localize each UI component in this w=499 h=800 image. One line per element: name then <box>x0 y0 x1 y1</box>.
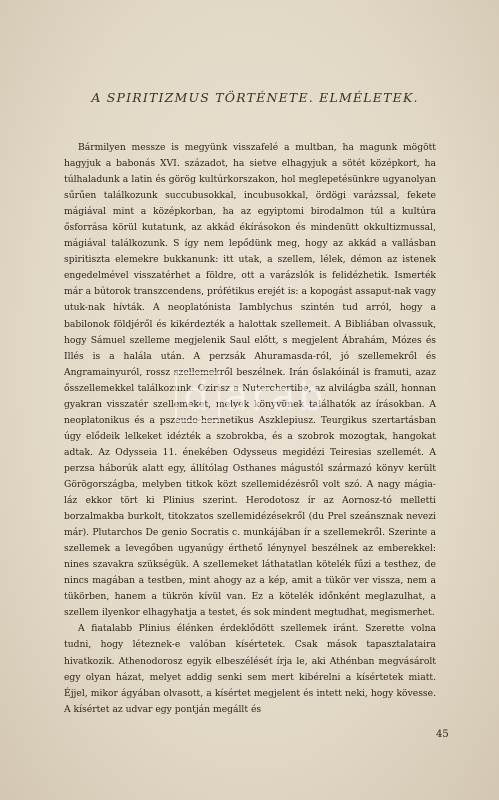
chapter-heading: A SPIRITIZMUS TÖRTÉNETE. ELMÉLETEK. <box>91 90 419 105</box>
paragraph-1: Bármilyen messze is megyünk visszafelé a multban, ha magunk mögött hagyjuk a babonás XVI. századot, ha sietve elhagyjuk a sötét középkort, ha túlhaladunk a latin és görög kultúrkorszakon, hol meglepetésünkre ugyanolyan sűrűen találkozunk succubusokkal, incubusokkal, ördögi varázssal, fekete mágiával mint a középkorban, ha az egyiptomi birodalmon túl a kultúra ősforrása körül kutatunk, az akkád ékírásokon és mindenütt okkultizmussal, mágiával találkozunk. S így nem lepődünk meg, hogy az akkád a vallásban spiritiszta elemekre bukkanunk: itt utak, a szellem, lélek, démon az istenek engedelmével visszatérhet a földre, ott a varázslók is felidézhetik. Ismerték már a bútorok transzcendens, prófétikus erejét is: a kopogást assaput-nak vagy utuk-nak hívták. A neoplatónista Iamblychus szintén tud arról, hogy a babilonok földjéről és kikérdezték a halottak szellemeit. A Bibliában olvassuk, hogy Sámuel szelleme megjelenik Saul előtt, s megjelent Ábrahám, Mózes és Illés is a halála után. A perzsák Ahuramasda-ról, jó szellemekről és Angramainyuról, rossz szellemekről beszélnek. Irán őslakóinál is framuti, azaz ősszellemekkel találkozunk. Ozirisz a Nuterchertibe, az alvilágba száll, honnan gyakran visszatér szellemeket, melyek könyvünek találhatók az írásokban. A neoplatonikus és a pszeudo-hermetikus Aszklepiusz. Teurgikus szertartásban úgy elődeik lelkeket idézték a szobrokba, és a szobrok mozogtak, hangokat adtak. Az Odysseia 11. énekében Odysseus megidézi Teiresias szellemét. A perzsa háborúk alatt egy, állítólag Osthanes mágustól származó könyv került Görögországba, melyben titkok közt szellemidézésről volt szó. A nagy mágia-láz ekkor tört ki Plinius szerint. Herodotosz ír az Aornosz-tó melletti borzalmakba burkolt, titokzatos szellemidézésekről (du Prel szeánsznak nevezi már). Plutarchos De genio Socratis c. munkájában ír a szellemekről. Szerinte a szellemek a levegőben ugyanúgy érthető lénynyel beszélnek az emberekkel: nines szavakra szükségük. A szellemeket láthatatlan kötelék fűzi a testhez, de nincs magában a testben, mint ahogy az a kép, amit a tükör ver vissza, nem a tükörben, hanem a tükrön kívül van. Ez a kötelék időnként meglazulhat, a szellem ilyenkor elhagyhatja a testet, és sok mindent megtudhat, megismerhet. <box>64 142 436 619</box>
page-number: 45 <box>436 729 449 740</box>
watermark-text: arab <box>223 374 327 420</box>
paragraph-2: A fiatalabb Plinius élénken érdeklődött szellemek iránt. Szerette volna tudni, hogy léteznek-e valóban kísértetek. Csak mások tapasztalataira hivatkozik. Athenodorosz egyik elbeszélését írja le, aki Athénban megvásárolt egy olyan házat, melyet addig senki sem mert kibérelni a kísértetek miatt. Éjjel, mikor ágyában olvasott, a kísértet megjelent és intett neki, hogy kövesse. A kísértet az udvar egy pontján megállt és <box>64 623 436 715</box>
watermark-d-icon: d <box>175 372 219 422</box>
body-text <box>64 140 436 718</box>
